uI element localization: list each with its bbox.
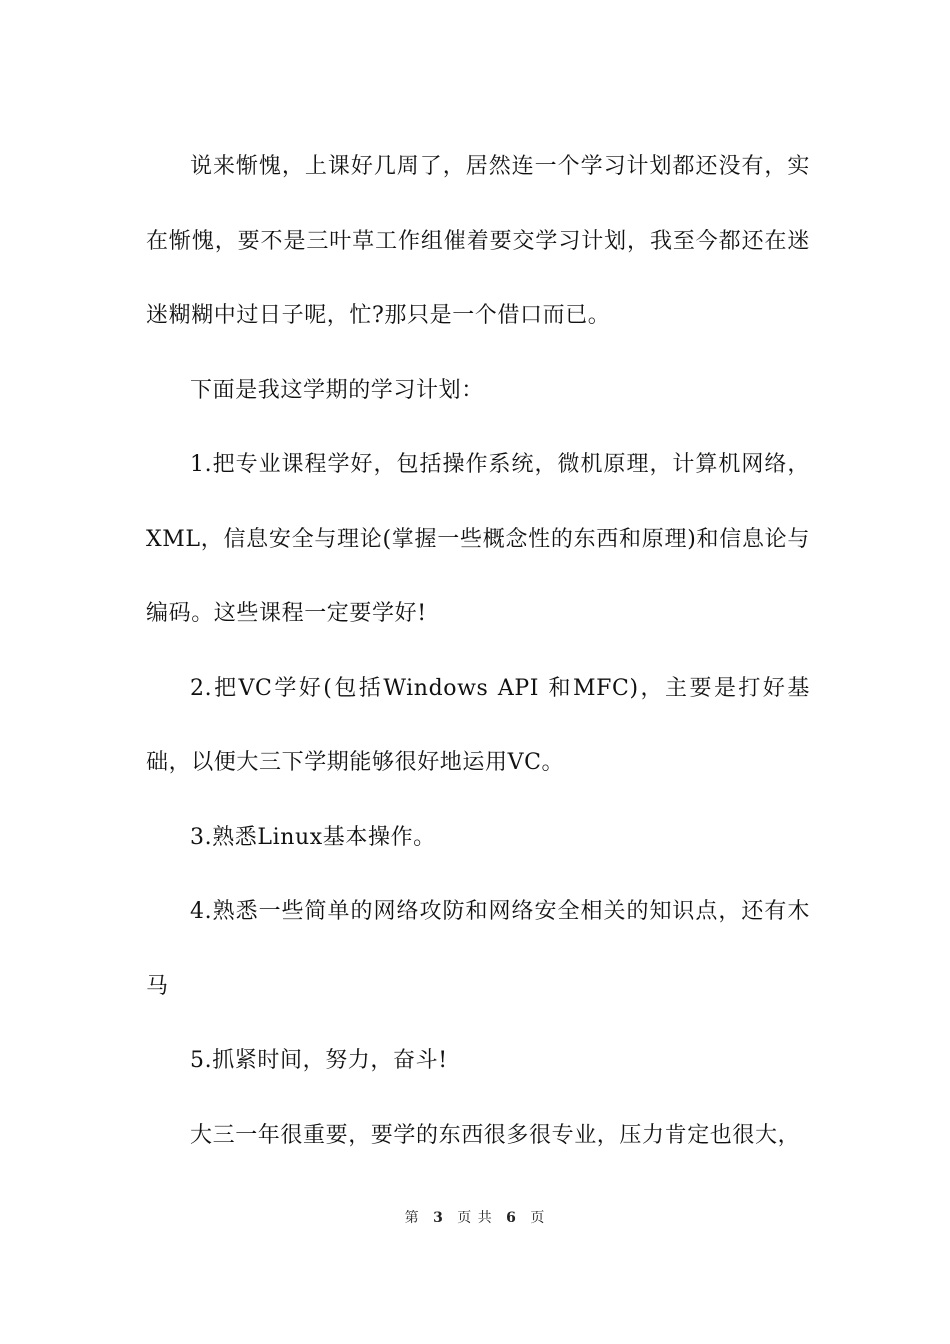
paragraph-plan-item-2: 2.把VC学好(包括Windows API 和MFC)，主要是打好基础，以便大三下学期能够很好地运用VC。 — [146, 675, 810, 775]
document-body — [146, 130, 810, 1173]
footer-prefix: 第 — [404, 1210, 420, 1226]
paragraph-plan-heading: 下面是我这学期的学习计划： — [190, 377, 484, 403]
paragraph-intro: 说来惭愧，上课好几周了，居然连一个学习计划都还没有，实在惭愧，要不是三叶草工作组催着要交学习计划，我至今都还在迷迷糊糊中过日子呢，忙?那只是一个借口而已。 — [146, 154, 810, 328]
footer-middle: 页 共 — [457, 1210, 493, 1226]
paragraph-plan-item-1: 1.把专业课程学好，包括操作系统，微机原理，计算机网络，XML，信息安全与理论(掌握一些概念性的东西和原理)和信息论与编码。这些课程一定要学好! — [146, 452, 810, 626]
footer-total-pages: 6 — [506, 1210, 517, 1226]
paragraph-plan-item-4: 4.熟悉一些简单的网络攻防和网络安全相关的知识点，还有木马 — [146, 899, 810, 999]
page-footer — [0, 1207, 950, 1227]
footer-suffix: 页 — [530, 1210, 546, 1226]
footer-current-page: 3 — [433, 1210, 444, 1226]
paragraph-closing: 大三一年很重要，要学的东西很多很专业，压力肯定也很大， — [190, 1122, 801, 1148]
paragraph-plan-item-5: 5.抓紧时间，努力，奋斗! — [190, 1048, 448, 1073]
paragraph-plan-item-3: 3.熟悉Linux基本操作。 — [190, 824, 436, 850]
